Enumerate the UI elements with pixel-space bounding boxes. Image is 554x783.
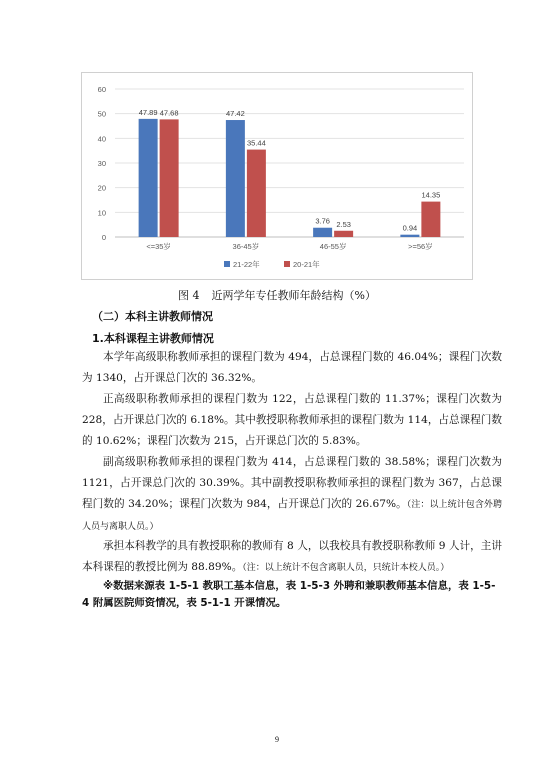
paragraph-1-block (82, 347, 502, 389)
bar (226, 120, 245, 237)
paragraph-4-note: （注：以上统计不包含离职人员，只统计本校人员。） (242, 563, 450, 573)
figure-title: 近两学年专任教师年龄结构（%） (211, 289, 376, 302)
figure-number: 图 4 (178, 289, 200, 302)
legend-swatch (224, 261, 230, 267)
bar (334, 231, 353, 237)
section-heading: （二）本科主讲教师情况 (92, 310, 213, 323)
category-label: >=56岁 (408, 242, 433, 251)
category-label: <=35岁 (146, 242, 171, 251)
legend-label: 20-21年 (293, 260, 320, 269)
data-label: 3.76 (315, 216, 330, 226)
data-label: 47.42 (225, 109, 245, 119)
paragraph-1: 本学年高级职称教师承担的课程门数为 494，占总课程门数的 46.04%；课程门次数为 1340，占开课总门次的 36.32%。 (82, 351, 502, 384)
data-label: 47.68 (159, 108, 179, 118)
chart-canvas (82, 73, 472, 279)
legend-swatch (284, 261, 290, 267)
bar (400, 235, 419, 237)
data-source-note: ※数据来源表 1-5-1 教职工基本信息，表 1-5-3 外聘和兼职教师基本信息，表 1-5-4 附属医院师资情况，表 5-1-1 开课情况。 (82, 580, 496, 609)
data-label: 35.44 (246, 138, 266, 148)
paragraph-4 (82, 536, 502, 579)
y-tick-label: 50 (97, 109, 106, 119)
bar (139, 119, 158, 237)
subsection-heading: 1.本科课程主讲教师情况 (92, 332, 214, 345)
data-label: 47.89 (138, 107, 158, 117)
age-structure-chart (81, 72, 473, 280)
y-tick-label: 60 (97, 85, 106, 94)
bar (313, 228, 332, 237)
paragraph-3 (82, 452, 502, 538)
y-tick-label: 0 (101, 233, 106, 242)
paragraph-4-block (82, 536, 502, 579)
paragraph-3-note: （注：以上统计包含外聘人员与离职人员。） (82, 500, 502, 532)
page-number: 9 (275, 735, 279, 744)
y-tick-label: 30 (97, 159, 106, 168)
paragraph-3-text: 副高级职称教师承担的课程门数为 414，占总课程门数的 38.58%；课程门次数为 1121，占开课总门次的 30.39%。其中副教授职称教师承担的课程门数为 367，占总课程门数的 34.20%；课程门次数为 984，占开课总门次的 26.67%。 (82, 456, 502, 510)
data-label: 2.53 (336, 219, 351, 229)
paragraph-2: 正高级职称教师承担的课程门数为 122，占总课程门数的 11.37%；课程门次数为 228，占开课总门次的 6.18%。其中教授职称教师承担的课程门数为 114，占总课程门数的 10.62%；课程门次数为 215，占开课总门次的 5.83%。 (82, 393, 502, 447)
y-tick-label: 40 (97, 134, 106, 144)
paragraph-2-block (82, 389, 502, 452)
y-tick-label: 10 (97, 208, 106, 218)
paragraph-3-block (82, 452, 502, 538)
y-tick-label: 20 (97, 183, 106, 193)
category-label: 36-45岁 (232, 242, 260, 251)
data-label: 14.35 (421, 190, 441, 200)
category-label: 46-55岁 (319, 242, 347, 251)
bar (160, 119, 179, 237)
bar (247, 150, 266, 237)
figure-caption (0, 287, 554, 303)
paragraph-4-text: 承担本科教学的具有教授职称的教师有 8 人，以我校具有教授职称教师 9 人计，主讲本科课程的教授比例为 88.89%。 (82, 540, 502, 573)
data-label: 0.94 (402, 223, 418, 233)
legend-label: 21-22年 (233, 260, 260, 269)
bar (421, 202, 440, 237)
